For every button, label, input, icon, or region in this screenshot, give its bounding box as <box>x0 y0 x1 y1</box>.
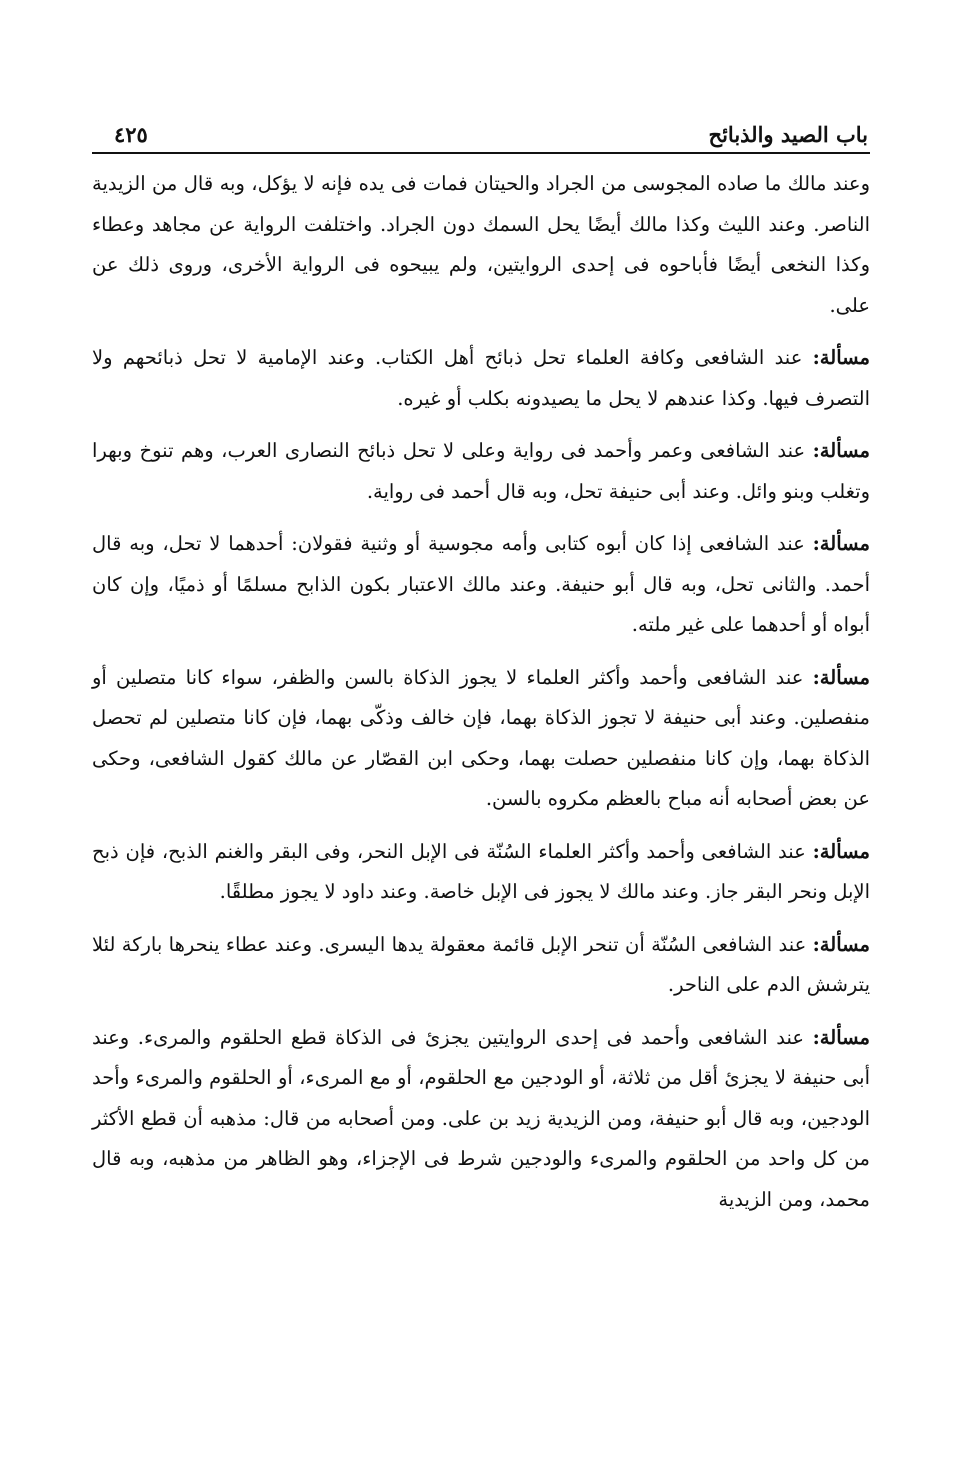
paragraph <box>92 832 870 913</box>
issue-label: مسألة: <box>812 665 870 689</box>
page-number: ٤٢٥ <box>114 122 148 147</box>
paragraph-text: عند الشافعى وكافة العلماء تحل ذبائح أهل الكتاب. وعند الإمامية لا تحل ذبائحهم ولا التصرف فيها. وكذا عندهم لا يحل ما يصيدونه بكلب أو غيره. <box>92 346 870 410</box>
running-title: باب الصيد والذبائح <box>708 122 868 147</box>
book-page <box>92 118 870 1232</box>
paragraph <box>92 431 870 512</box>
paragraph <box>92 925 870 1006</box>
paragraph-text: عند الشافعى وأحمد وأكثر العلماء لا يجوز الذكاة بالسن والظفر، سواء كانا متصلين أو منفصلين. وعند أبى حنيفة لا تجوز الذكاة بهما، فإن خالف وذكّى بهما، فإن كانا متصلين لم تحصل الذكاة بهما، وإن كانا منفصلين حصلت بهما، وحكى ابن القصّار عن مالك كقول الشافعى، وحكى عن بعض أصحابه أنه مباح بالعظم مكروه بالسن. <box>92 665 870 810</box>
paragraph-text: عند الشافعى السُنّة أن تنحر الإبل قائمة معقولة يدها اليسرى. وعند عطاء ينحرها باركة لئلا يترشش الدم على الناحر. <box>92 932 870 996</box>
paragraph <box>92 338 870 419</box>
page-body <box>92 164 870 1220</box>
paragraph-text: وعند مالك ما صاده المجوسى من الجراد والحيتان فمات فى يده فإنه لا يؤكل، وبه قال من الزيدية الناصر. وعند الليث وكذا مالك أيضًا يحل السمك دون الجراد. واختلفت الرواية عن مجاهد وعطاء وكذا النخعى أيضًا فأباحوه فى إحدى الروايتين، ولم يبيحوه فى الرواية الأخرى، وروى ذلك عن على. <box>92 172 870 317</box>
issue-label: مسألة: <box>812 346 870 369</box>
paragraph-text: عند الشافعى وعمر وأحمد فى رواية وعلى لا تحل ذبائح النصارى العرب، وهم تنوخ وبهرا وتغلب وبنو وائل. وعند أبى حنيفة تحل، وبه قال أحمد فى رواية. <box>92 439 870 503</box>
issue-label: مسألة: <box>812 839 870 863</box>
paragraph-text: عند الشافعى إذا كان أبوه كتابى وأمه مجوسية أو وثنية فقولان: أحدهما لا تحل، وبه قال أحمد. والثانى تحل، وبه قال أبو حنيفة. وعند مالك الاعتبار بكون الذابح مسلمًا أو ذميًا، وإن كان أبواه أو أحدهما على غير ملته. <box>92 532 870 636</box>
paragraph <box>92 658 870 820</box>
paragraph-text: عند الشافعى وأحمد وأكثر العلماء السُنّة فى الإبل النحر، وفى البقر والغنم الذبح، فإن ذبح الإبل ونحر البقر جاز. وعند مالك لا يجوز فى الإبل خاصة. وعند داود لا يجوز مطلقًا. <box>92 839 870 903</box>
page-header <box>92 118 870 154</box>
paragraph-text: عند الشافعى وأحمد فى إحدى الروايتين يجزئ فى الذكاة قطع الحلقوم والمرىء. وعند أبى حنيفة لا يجزئ أقل من ثلاثة، أو الودجين مع الحلقوم، أو مع المرىء، أو الحلقوم والمرىء وأحد الودجين، وبه قال أبو حنيفة، ومن الزيدية زيد بن على. ومن أصحابه من قال: مذهبه أن قطع الأكثر من كل واحد من الحلقوم والمرىء والودجين شرط فى الإجزاء، وهو الظاهر من مذهبه، وبه قال محمد، ومن الزيدية <box>92 1025 870 1211</box>
paragraph <box>92 1018 870 1221</box>
issue-label: مسألة: <box>812 532 870 555</box>
issue-label: مسألة: <box>812 932 870 956</box>
issue-label: مسألة: <box>812 439 870 462</box>
paragraph <box>92 164 870 326</box>
issue-label: مسألة: <box>812 1025 870 1049</box>
paragraph <box>92 524 870 646</box>
